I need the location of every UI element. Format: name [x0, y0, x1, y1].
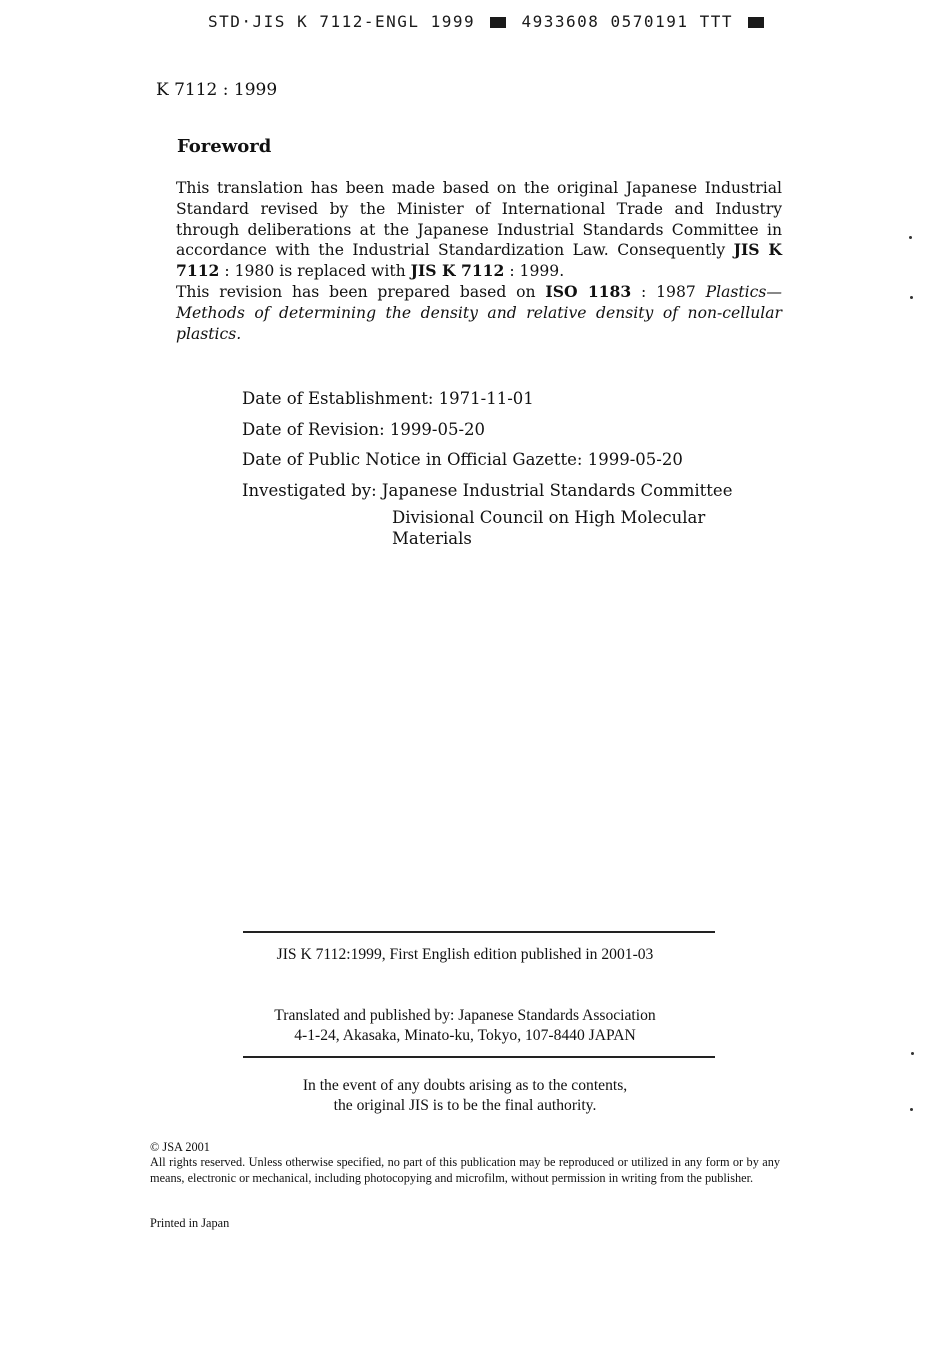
- investigated-label: Investigated by:: [242, 480, 377, 500]
- foreword-text: : 1980 is replaced with: [219, 262, 411, 281]
- date-public-notice: Date of Public Notice in Official Gazette: 1999-05-20: [242, 450, 683, 469]
- copyright-block: [150, 1140, 780, 1186]
- foreword-paragraph-2: [176, 282, 782, 344]
- foreword-body: [176, 178, 782, 344]
- standard-ref: JIS K 7112: [176, 240, 782, 281]
- authority-note: [200, 1076, 730, 1116]
- scan-speck: [911, 1052, 914, 1055]
- authority-line: In the event of any doubts arising as to the contents,: [302, 1077, 628, 1094]
- scan-speck: [910, 1108, 913, 1111]
- scan-speck: [909, 236, 912, 239]
- council-line: Divisional Council on High Molecular: [392, 508, 706, 527]
- council-line: Materials: [392, 529, 472, 548]
- divider-bottom: [243, 1056, 715, 1058]
- foreword-paragraph-1: [176, 178, 782, 282]
- investigated-council: [392, 507, 732, 549]
- stamp-block-mark: [490, 17, 506, 28]
- scan-speck: [910, 296, 913, 299]
- stamp-text-left: STD·JIS K 7112-ENGL 1999: [208, 12, 476, 31]
- investigated-committee: Japanese Industrial Standards Committee: [381, 480, 733, 500]
- stamp-text-mid: 4933608 0570191 TTT: [521, 12, 733, 31]
- foreword-text: This translation has been made based on the original Japanese Industrial Standard revised by the Minister of International Trade and Industry through deliberations at the Japanese Industrial Standards Committee in accordance with the Industrial Standardization Law. Consequently: [176, 179, 782, 260]
- foreword-text: This revision has been prepared based on: [176, 282, 546, 301]
- publisher-info: [200, 1006, 730, 1046]
- publisher-address: 4-1-24, Akasaka, Minato-ku, Tokyo, 107-8440 JAPAN: [294, 1027, 636, 1044]
- investigated-by: [242, 476, 732, 507]
- printed-in: Printed in Japan: [150, 1216, 230, 1230]
- date-revision: Date of Revision: 1999-05-20: [242, 419, 486, 439]
- standard-ref: ISO 1183: [545, 281, 632, 301]
- foreword-text: : 1987: [631, 282, 706, 301]
- dates-block: [242, 384, 732, 549]
- edition-note: JIS K 7112:1999, First English edition published in 2001-03: [276, 946, 654, 963]
- stamp-block-mark-end: [748, 17, 764, 28]
- publisher-line: Translated and published by: Japanese Standards Association: [274, 1007, 656, 1024]
- standard-ref: JIS K 7112: [410, 261, 505, 281]
- date-establishment: Date of Establishment: 1971-11-01: [242, 389, 534, 408]
- document-stamp: [208, 12, 808, 31]
- foreword-title: Foreword: [177, 136, 272, 157]
- rights-statement: All rights reserved. Unless otherwise specified, no part of this publication may be reproduced or utilized in any form or by any means, electronic or mechanical, including photocopying and microfilm, without permission in writing from the publisher.: [150, 1155, 780, 1185]
- authority-line: the original JIS is to be the final authority.: [333, 1097, 597, 1114]
- foreword-text: : 1999.: [504, 262, 565, 281]
- document-code: K 7112 : 1999: [156, 80, 278, 100]
- divider-top: [243, 931, 715, 933]
- iso-title: Plastics— Methods of determining the density and relative density of non-cellular plastics.: [176, 282, 782, 343]
- copyright-mark: © JSA 2001: [150, 1140, 210, 1154]
